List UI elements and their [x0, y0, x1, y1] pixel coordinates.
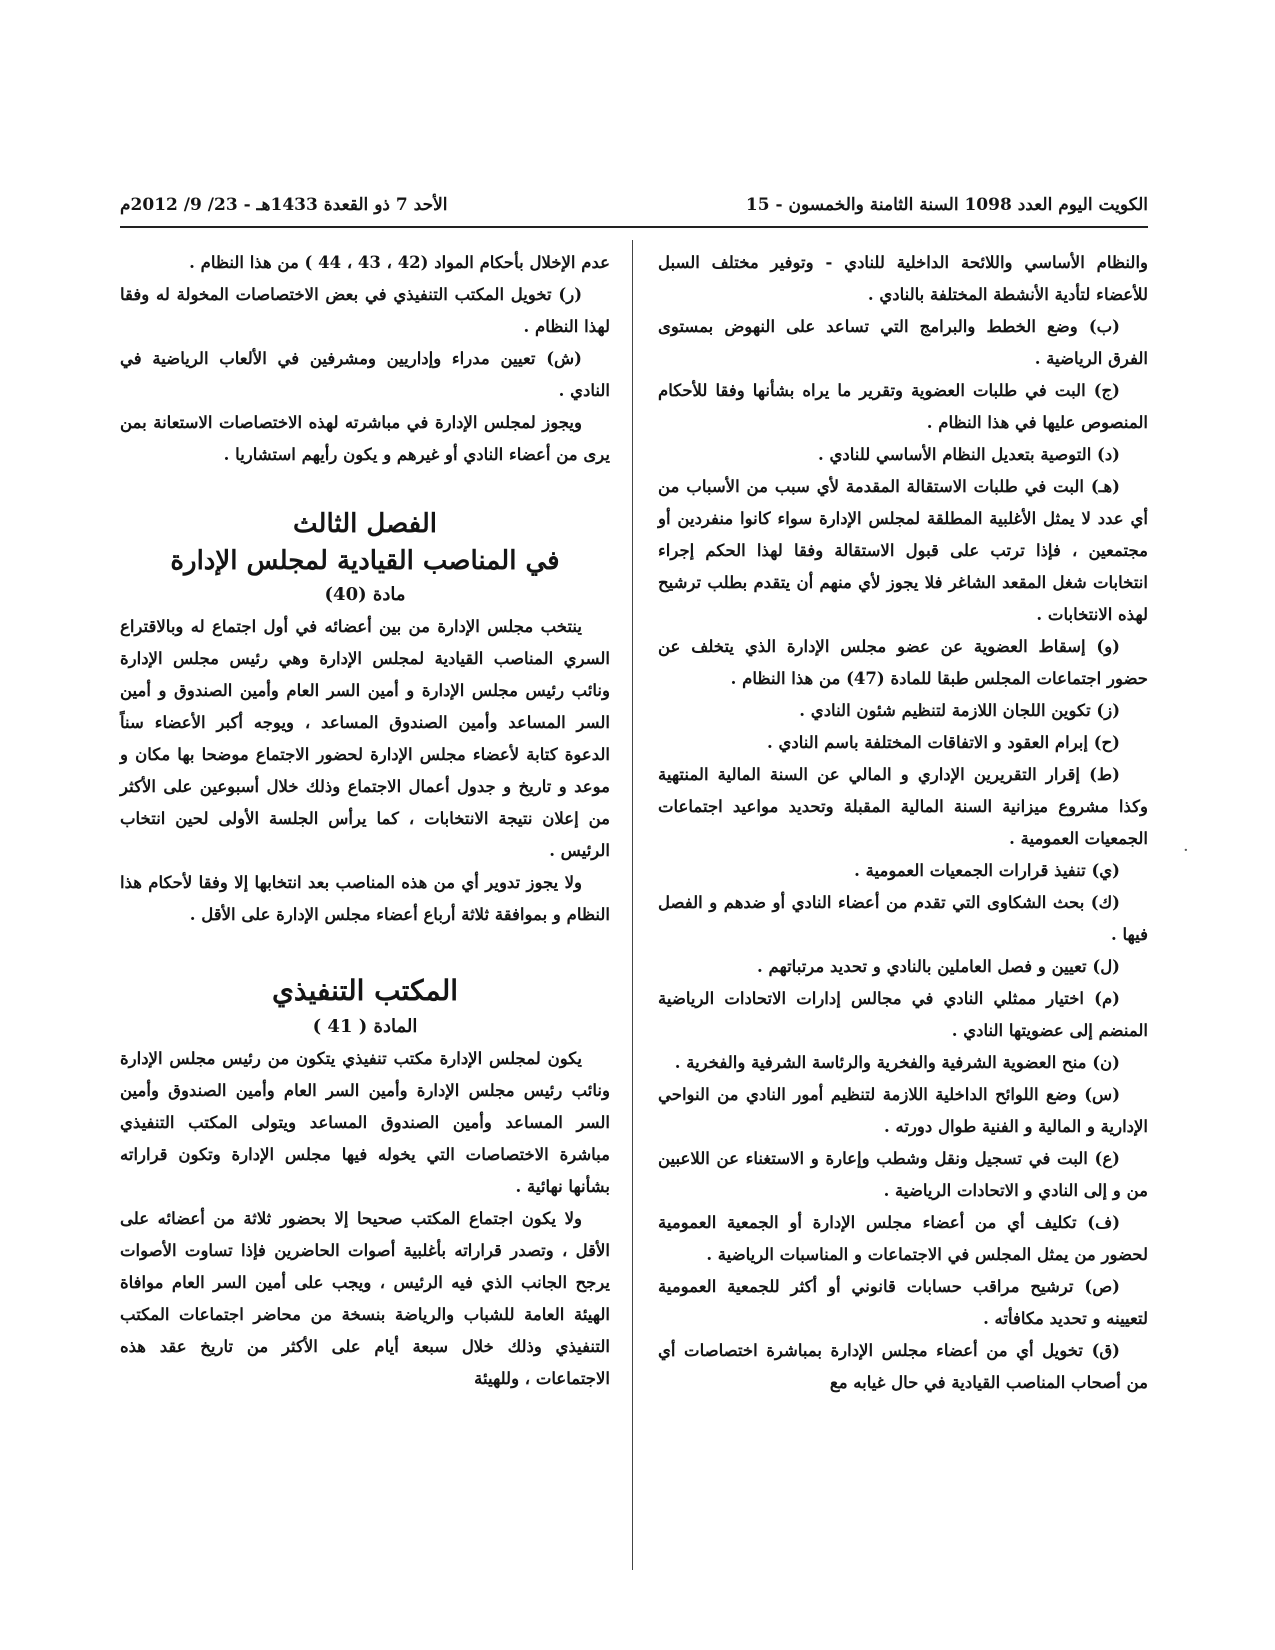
scan-mark: · [1183, 840, 1189, 861]
paragraph: عدم الإخلال بأحكام المواد (42 ، 43 ، 44 ) من هذا النظام . [189, 253, 610, 272]
column-divider [632, 240, 633, 1570]
paragraph: (ن) منح العضوية الشرفية والفخرية والرئاسة الشرفية والفخرية . [674, 1053, 1120, 1072]
paragraph: يكون لمجلس الإدارة مكتب تنفيذي يتكون من رئيس مجلس الإدارة ونائب رئيس مجلس الإدارة وأمين السر العام وأمين الصندوق وأمين السر المساعد وأمين الصندوق المساعد ويتولى المكتب التنفيذي مباشرة الاختصاصات التي يخوله فيها مجلس الإدارة وتكون قراراته بشأنها نهائية . [120, 1049, 610, 1196]
paragraph: (ي) تنفيذ قرارات الجمعيات العمومية . [854, 861, 1120, 880]
paragraph: والنظام الأساسي واللائحة الداخلية للنادي - وتوفير مختلف السبل للأعضاء لتأدية الأنشطة المختلفة بالنادي . [658, 253, 1148, 304]
paragraph: (ط) إقرار التقريرين الإداري و المالي عن السنة المالية المنتهية وكذا مشروع ميزانية السنة المالية المقبلة وتحديد مواعيد اجتماعات الجمعيات العمومية . [658, 765, 1148, 848]
paragraph: (ب) وضع الخطط والبرامج التي تساعد على النهوض بمستوى الفرق الرياضية . [658, 317, 1148, 368]
section-title: المكتب التنفيذي [271, 974, 459, 1007]
article-heading: مادة (40) [324, 584, 406, 605]
spacer [120, 471, 610, 505]
paragraph: (و) إسقاط العضوية عن عضو مجلس الإدارة الذي يتخلف عن حضور اجتماعات المجلس طبقا للمادة (47) من هذا النظام . [658, 637, 1148, 688]
right-column [658, 247, 1148, 1399]
paragraph: (ج) البت في طلبات العضوية وتقرير ما يراه بشأنها وفقا للأحكام المنصوص عليها في هذا النظام . [658, 381, 1148, 432]
paragraph: (م) اختيار ممثلي النادي في مجالس إدارات الاتحادات الرياضية المنضم إلى عضويتها النادي . [658, 989, 1148, 1040]
left-column [120, 247, 610, 1395]
header-rule [120, 226, 1148, 228]
paragraph: (ح) إبرام العقود و الاتفاقات المختلفة باسم النادي . [767, 733, 1120, 752]
paragraph: (ص) ترشيح مراقب حسابات قانوني أو أكثر للجمعية العمومية لتعيينه و تحديد مكافأته . [658, 1277, 1148, 1328]
paragraph: (ز) تكوين اللجان اللازمة لتنظيم شئون النادي . [799, 701, 1120, 720]
paragraph: ينتخب مجلس الإدارة من بين أعضائه في أول اجتماع له وبالاقتراع السري المناصب القيادية لمجلس الإدارة وهي رئيس مجلس الإدارة ونائب رئيس مجلس الإدارة و أمين السر العام وأمين الصندوق و أمين السر المساعد وأمين الصندوق المساعد ، ويوجه أكبر الأعضاء سناً الدعوة كتابة لأعضاء مجلس الإدارة لحضور الاجتماع موضحا بها مكان و موعد و تاريخ و جدول أعمال الاجتماع وذلك خلال أسبوعين على الأكثر من إعلان نتيجة الانتخابات ، كما يرأس الجلسة الأولى لحين انتخاب الرئيس . [120, 617, 610, 860]
page-header [120, 190, 1148, 220]
paragraph: ولا يكون اجتماع المكتب صحيحا إلا بحضور ثلاثة من أعضائه على الأقل ، وتصدر قراراته بأغلبية أصوات الحاضرين فإذا تساوت الأصوات يرجح الجانب الذي فيه الرئيس ، ويجب على أمين السر العام موافاة الهيئة العامة للشباب والرياضة بنسخة من محاضر اجتماعات المكتب التنفيذي وذلك خلال سبعة أيام على الأكثر من تاريخ عقد هذه الاجتماعات ، وللهيئة [120, 1209, 610, 1388]
paragraph: (ر) تخويل المكتب التنفيذي في بعض الاختصاصات المخولة له وفقا لهذا النظام . [120, 285, 610, 336]
paragraph: (ك) بحث الشكاوى التي تقدم من أعضاء النادي أو ضدهم و الفصل فيها . [658, 893, 1148, 944]
paragraph: (هـ) البت في طلبات الاستقالة المقدمة لأي سبب من الأسباب من أي عدد لا يمثل الأغلبية المطلقة لمجلس الإدارة سواء كانوا منفردين أو مجتمعين ، فإذا ترتب على قبول الاستقالة وفقا لهذا الحكم إجراء انتخابات شغل المقعد الشاغر فلا يجوز لأي منهم أن يتقدم بطلب ترشيح لهذه الانتخابات . [658, 477, 1148, 624]
paragraph: ولا يجوز تدوير أي من هذه المناصب بعد انتخابها إلا وفقا لأحكام هذا النظام و بموافقة ثلاثة أرباع أعضاء مجلس الإدارة على الأقل . [120, 873, 610, 924]
paragraph: ويجوز لمجلس الإدارة في مباشرته لهذه الاختصاصات الاستعانة بمن يرى من أعضاء النادي أو غيرهم و يكون رأيهم استشاريا . [120, 413, 610, 464]
chapter-subtitle: في المناصب القيادية لمجلس الإدارة [170, 546, 560, 576]
paragraph: (ل) تعيين و فصل العاملين بالنادي و تحديد مرتباتهم . [757, 957, 1120, 976]
header-publication-info: الكويت اليوم العدد 1098 السنة الثامنة والخمسون - 15 [745, 195, 1148, 215]
paragraph: (د) التوصية بتعديل النظام الأساسي للنادي . [818, 445, 1120, 464]
paragraph: (ق) تخويل أي من أعضاء مجلس الإدارة بمباشرة اختصاصات أي من أصحاب المناصب القيادية في حال غيابه مع [658, 1341, 1148, 1392]
paragraph: (ف) تكليف أي من أعضاء مجلس الإدارة أو الجمعية العمومية لحضور من يمثل المجلس في الاجتماعات و المناسبات الرياضية . [658, 1213, 1148, 1264]
article-heading: المادة ( 41 ) [312, 1016, 418, 1037]
chapter-title: الفصل الثالث [293, 509, 437, 539]
paragraph: (س) وضع اللوائح الداخلية اللازمة لتنظيم أمور النادي من النواحي الإدارية و المالية و الفنية طوال دورته . [658, 1085, 1148, 1136]
paragraph: (ش) تعيين مدراء وإداريين ومشرفين في الألعاب الرياضية في النادي . [120, 349, 610, 400]
spacer [120, 931, 610, 971]
paragraph: (ع) البت في تسجيل ونقل وشطب وإعارة و الاستغناء عن اللاعبين من و إلى النادي و الاتحادات الرياضية . [658, 1149, 1148, 1200]
header-date: الأحد 7 ذو القعدة 1433هـ - 23/ 9/ 2012م [120, 195, 448, 215]
